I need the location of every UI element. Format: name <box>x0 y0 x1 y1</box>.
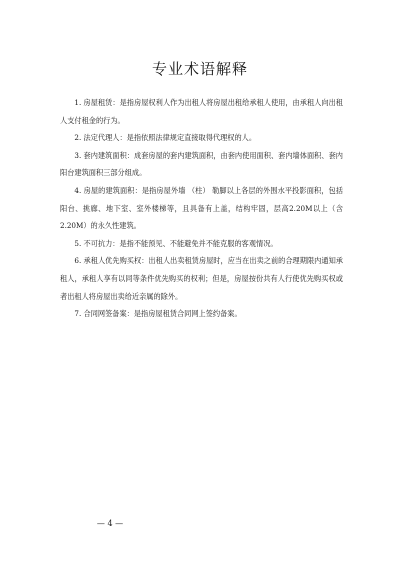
term-paragraph: 7. 合同网签备案：是指房屋租赁合同网上签约备案。 <box>74 309 242 319</box>
term-paragraph: 4. 房屋的建筑面积：是指房屋外墙 （柱） 勒脚以上各层的外围水平投影面积，包括阳台、挑廊、地下室、室外楼梯等，且具备有上盖，结构牢固，层高2.20M以上（含2.20M）的永久性建筑。 <box>60 185 343 231</box>
term-paragraph: 2. 法定代理人：是指依照法律规定直接取得代理权的人。 <box>74 133 257 143</box>
terms-list <box>60 94 343 323</box>
term-paragraph: 5. 不可抗力：是指不能预见、不能避免并不能克服的客观情况。 <box>74 238 278 248</box>
term-paragraph: 6. 承租人优先购买权：出租人出卖租赁房屋时，应当在出卖之前的合理期限内通知承租人，承租人享有以同等条件优先购买的权利；但是，房屋按份共有人行使优先购买权或者出租人将房屋出卖给近亲属的除外。 <box>60 256 343 301</box>
page-title: 专业术语解释 <box>151 60 248 78</box>
term-paragraph: 1. 房屋租赁：是指房屋权利人作为出租人将房屋出租给承租人使用，由承租人向出租人支付租金的行为。 <box>60 98 343 125</box>
page-number: — 4 — <box>96 519 124 528</box>
term-paragraph: 3. 套内建筑面积：成套房屋的套内建筑面积，由套内使用面积、套内墙体面积、套内阳台建筑面积三部分组成。 <box>60 150 343 178</box>
